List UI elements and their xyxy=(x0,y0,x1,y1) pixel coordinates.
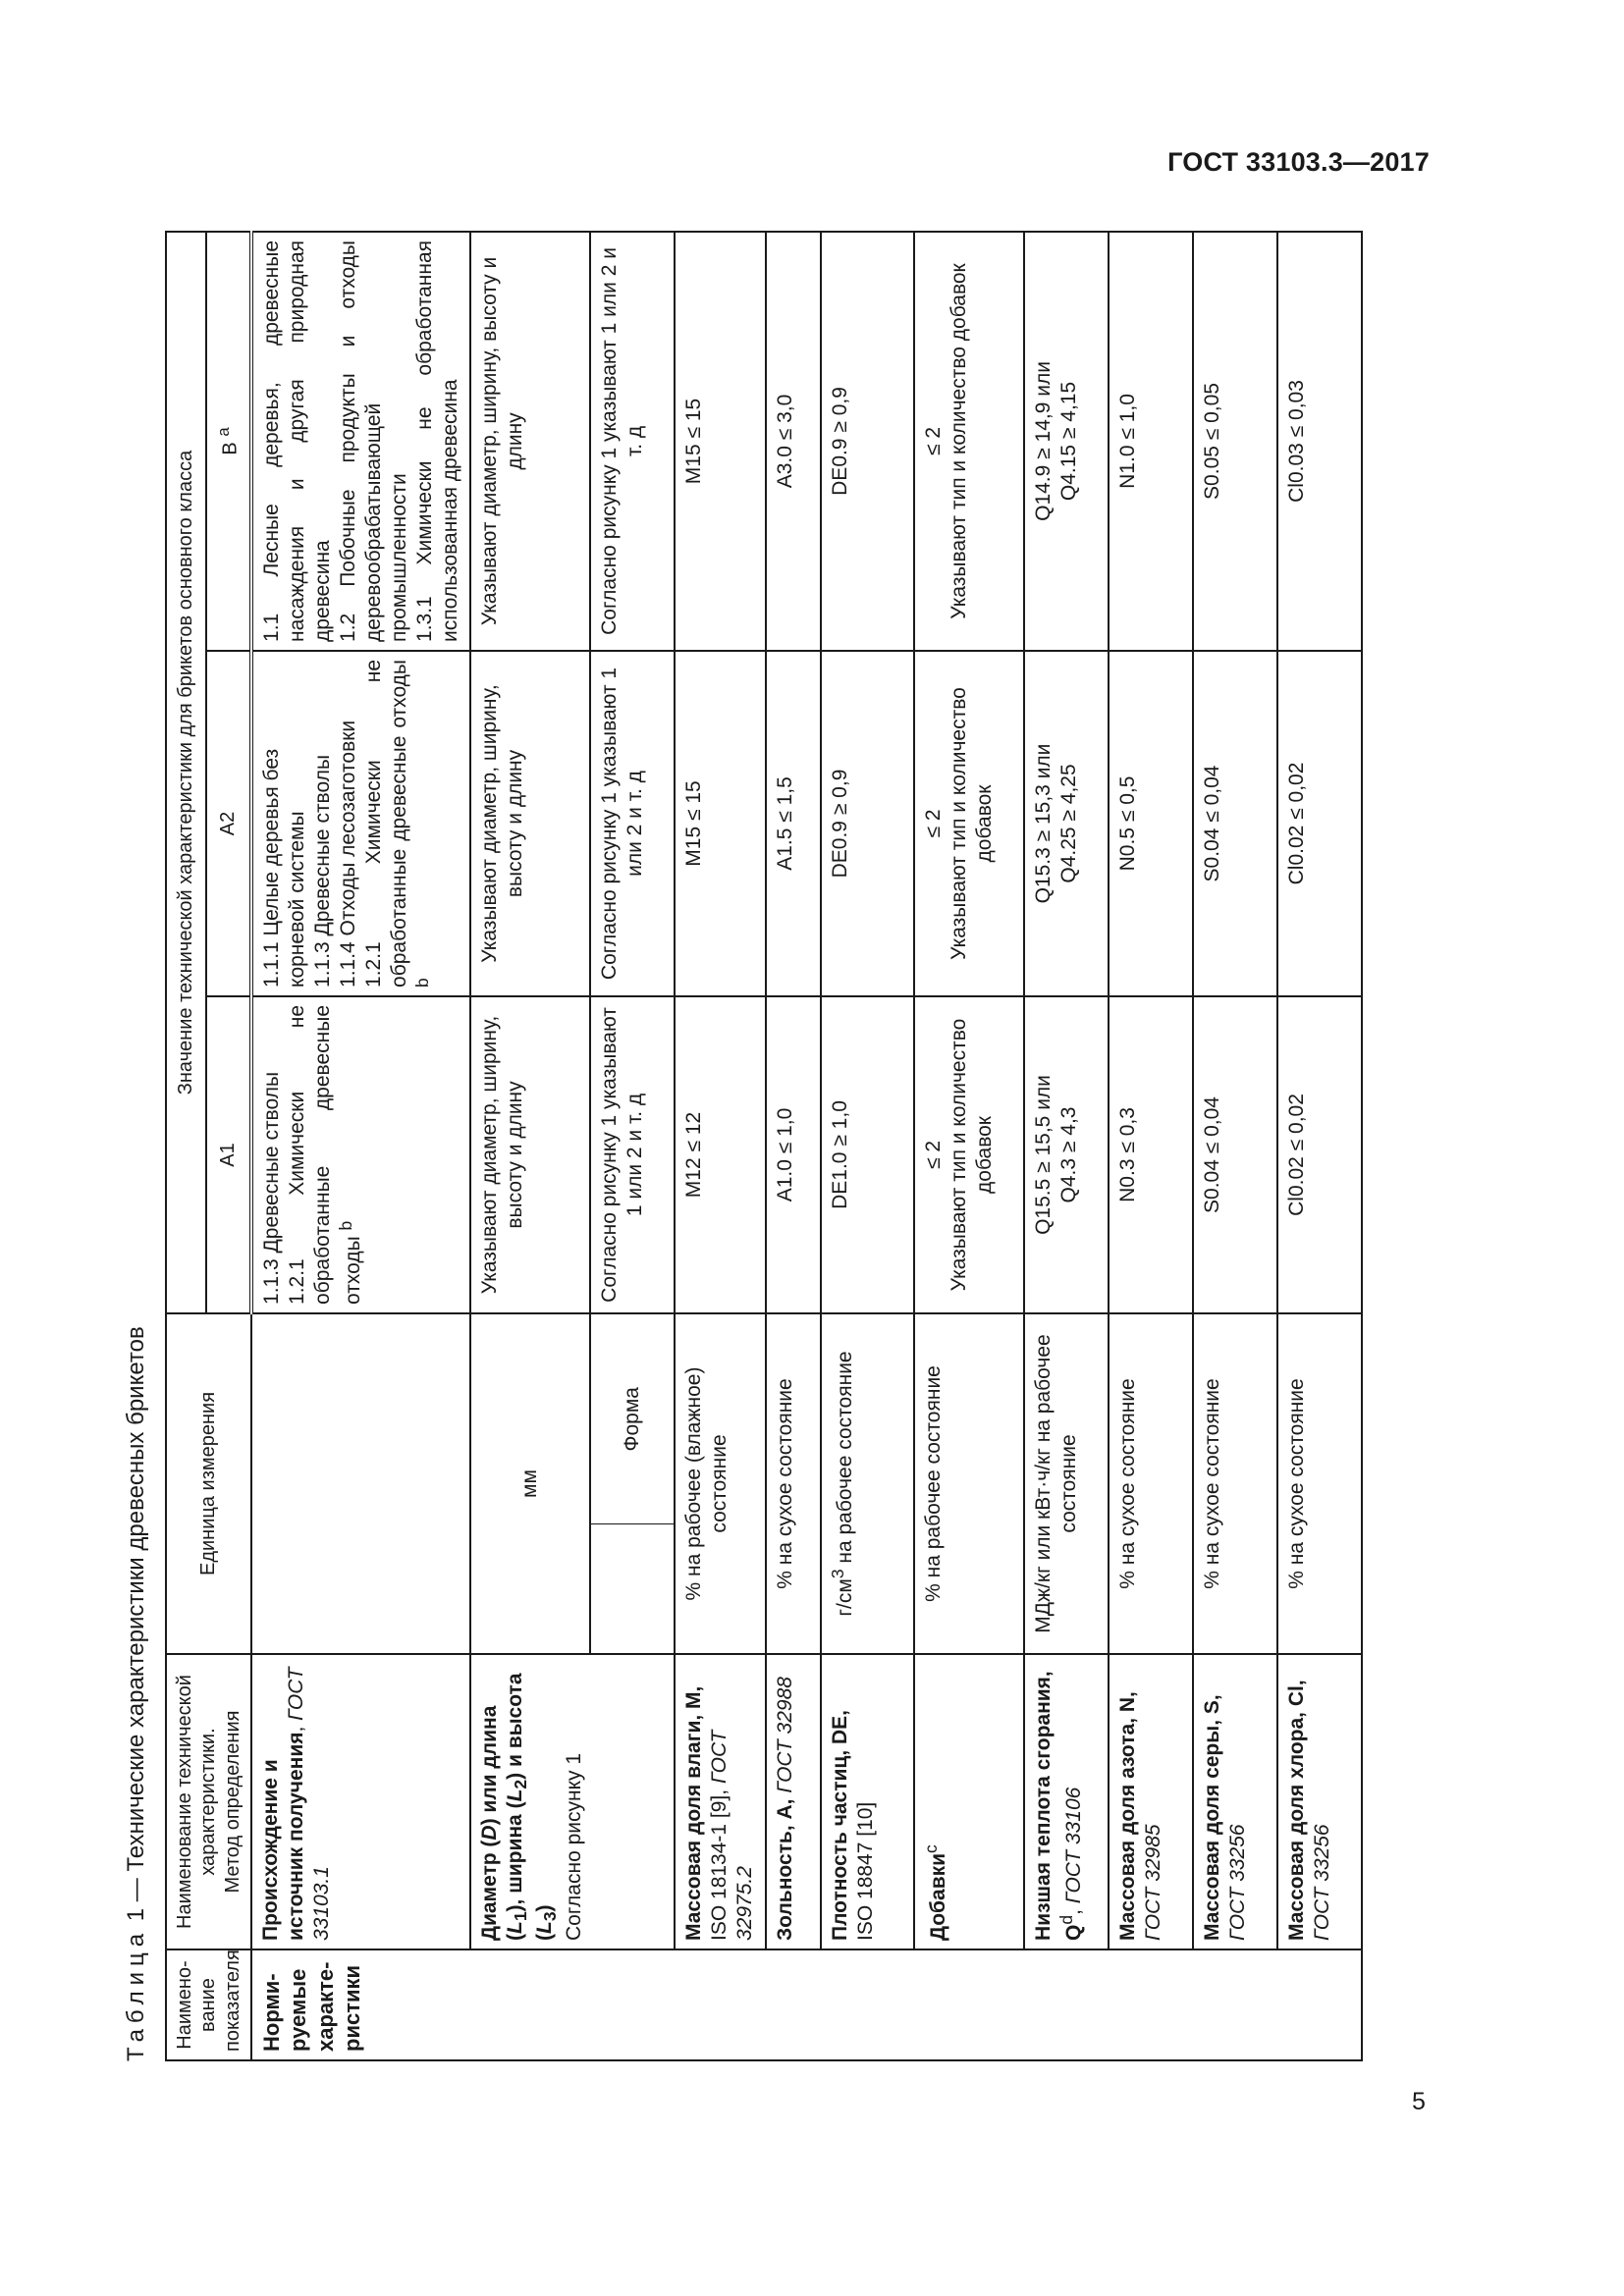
row-a1: N0.3 ≤ 0,3 xyxy=(1109,996,1193,1313)
row-name xyxy=(1193,1654,1277,1949)
table-row xyxy=(1109,232,1193,2060)
row-name-symbol xyxy=(1062,1925,1085,1941)
row-name: Низшая теплота сгорания, $Q^d$, ГОСТ 33106 xyxy=(1024,1654,1109,1949)
dim-text: ) и высота ( xyxy=(504,1673,557,1941)
row-b: M15 ≤ 15 xyxy=(675,232,765,651)
row-a2 xyxy=(251,651,470,996)
a1-line: Q4.3 ≥ 4,3 xyxy=(1056,1106,1080,1203)
row-a2: N0.5 ≤ 0,5 xyxy=(1109,651,1193,996)
row-unit: Форма xyxy=(590,1313,675,1524)
row-method: ГОСТ 32975.2 xyxy=(708,1730,757,1941)
table-row xyxy=(251,232,470,2060)
dim-text: ) или длина ( xyxy=(478,1705,527,1941)
dim-sub: 1 xyxy=(511,1911,531,1922)
a1-line: Q15.5 ≥ 15,5 или xyxy=(1031,1075,1055,1235)
table-row xyxy=(1024,232,1109,2060)
caption-label: Таблица xyxy=(123,1927,149,2061)
row-unit: МДж/кг или кВт·ч/кг на рабочее состояние xyxy=(1024,1313,1109,1654)
row-a1: Указывают диаметр, ширину, высоту и длину xyxy=(470,996,590,1313)
row-a2: DE0.9 ≥ 0,9 xyxy=(821,651,914,996)
row-a2 xyxy=(1024,651,1109,996)
table-row xyxy=(821,232,914,2060)
row-method: Согласно рисунку 1 xyxy=(563,1752,586,1941)
row-name-text xyxy=(478,1673,561,1941)
header-row-1 xyxy=(166,232,206,2060)
table-row xyxy=(675,232,765,2060)
a2-line: Q4.25 ≥ 4,25 xyxy=(1056,764,1080,883)
row-b: S0.05 ≤ 0,05 xyxy=(1193,232,1277,651)
row-a2: M15 ≤ 15 xyxy=(675,651,765,996)
header-char-line3: Метод определения xyxy=(221,1710,244,1894)
row-method: ГОСТ 32985 xyxy=(1141,1824,1164,1941)
caption-title: — Технические характеристики древесных брикетов xyxy=(123,1326,149,1902)
row-b xyxy=(914,232,1024,651)
dim-symbol: L xyxy=(504,1789,527,1802)
row-a1: S0.04 ≤ 0,04 xyxy=(1193,996,1277,1313)
row-b: DE0.9 ≥ 0,9 xyxy=(821,232,914,651)
a1-line: Указывают тип и количество добавок xyxy=(947,1018,996,1292)
row-unit xyxy=(251,1313,470,1654)
row-method-plain: ISO 18847 [10] xyxy=(853,1801,877,1941)
dim-symbol: L xyxy=(533,1921,557,1934)
row-method: ГОСТ 32988 xyxy=(773,1677,796,1793)
a1-line-text: 1.2.1 Химически не обработанные древесные отходы xyxy=(286,1004,365,1305)
row-a1 xyxy=(1024,996,1109,1313)
row-method: ГОСТ 33103.1 xyxy=(285,1667,334,1941)
row-a2: Указывают диаметр, ширину, высоту и длину xyxy=(470,651,590,996)
row-name-text: Плотность частиц, DE, xyxy=(828,1709,851,1941)
row-name xyxy=(766,1654,821,1949)
a1-line: 1.1.3 Древесные стволы xyxy=(260,1071,284,1305)
a2-line: ≤ 2 xyxy=(921,809,945,838)
b-line: 1.3.1 Химически не обработанная использованная древесина xyxy=(413,240,462,642)
unit-text: на рабочее состояние xyxy=(833,1351,856,1570)
header-class-values: Значение технической характеристики для брикетов основного класса xyxy=(166,232,206,1313)
header-group: Наимено-вание показателя xyxy=(166,1949,251,2060)
row-method: ГОСТ 33256 xyxy=(1225,1824,1249,1941)
row-name-text: Массовая доля азота, N, xyxy=(1115,1691,1139,1941)
standard-code: ГОСТ 33103.3—2017 xyxy=(1167,147,1430,177)
dim-sub: 3 xyxy=(540,1911,561,1922)
a2-line xyxy=(361,660,443,988)
dim-text: ) xyxy=(533,1904,557,1912)
row-name xyxy=(1109,1654,1193,1949)
dim-text: Диаметр ( xyxy=(478,1840,502,1941)
b-line: Q4.15 ≥ 4,15 xyxy=(1056,381,1080,502)
row-a1 xyxy=(251,996,470,1313)
table-caption xyxy=(109,1326,164,2061)
row-b: N1.0 ≤ 1,0 xyxy=(1109,232,1193,651)
row-b: A3.0 ≤ 3,0 xyxy=(766,232,821,651)
header-a1: A1 xyxy=(206,996,252,1313)
header-b-text: B xyxy=(219,442,242,455)
row-b: Указывают диаметр, ширину, высоту и длину xyxy=(470,232,590,651)
row-a1: DE1.0 ≥ 1,0 xyxy=(821,996,914,1313)
table-row xyxy=(766,232,821,2060)
row-name xyxy=(821,1654,914,1949)
row-name-text: Добавки xyxy=(926,1852,949,1941)
row-unit: мм xyxy=(470,1313,590,1654)
row-a1: Cl0.02 ≤ 0,02 xyxy=(1277,996,1362,1313)
table-row xyxy=(1277,232,1362,2060)
row-unit: % на сухое состояние xyxy=(1277,1313,1362,1654)
header-characteristic xyxy=(166,1654,251,1949)
dim-symbol: L xyxy=(504,1921,527,1934)
header-a2: A2 xyxy=(206,651,252,996)
header-b-sup: a xyxy=(213,427,233,437)
b-line: Указывают тип и количество добавок xyxy=(947,263,970,619)
q-symbol: Q xyxy=(1061,1924,1085,1941)
table-row xyxy=(914,232,1024,2060)
dim-text: ), ширина ( xyxy=(504,1801,527,1912)
row-name: Происхождение и источник получения, ГОСТ 33103.1 xyxy=(251,1654,470,1949)
row-unit: % на сухое состояние xyxy=(766,1313,821,1654)
characteristics-table xyxy=(165,231,1363,2061)
header-unit: Единица измерения xyxy=(166,1313,251,1654)
row-a2: A1.5 ≤ 1,5 xyxy=(766,651,821,996)
row-name xyxy=(675,1654,765,1949)
header-b xyxy=(206,232,252,651)
row-a1: A1.0 ≤ 1,0 xyxy=(766,996,821,1313)
dim-symbol: D xyxy=(478,1825,502,1841)
row-a2: Согласно рисунку 1 указывают 1 или 2 и т. д xyxy=(590,651,675,996)
a1-line: ≤ 2 xyxy=(921,1140,945,1170)
row-name xyxy=(1277,1654,1362,1949)
row-a2: Cl0.02 ≤ 0,02 xyxy=(1277,651,1362,996)
a2-line: 1.1.4 Отходы лесозаготовки xyxy=(337,720,360,988)
b-line: ≤ 2 xyxy=(921,426,945,455)
row-unit xyxy=(821,1313,914,1654)
a2-line: Указывают тип и количество добавок xyxy=(947,687,996,960)
row-name-text: Низшая теплота сгорания, xyxy=(1031,1671,1055,1941)
group-label: Норми-руемые характе-ристики xyxy=(251,1949,1361,2060)
row-unit-empty xyxy=(590,1524,675,1654)
row-b: Согласно рисунку 1 указывают 1 или 2 и т. д xyxy=(590,232,675,651)
row-unit: % на рабочее (влажное) состояние xyxy=(675,1313,765,1654)
row-name-text: Массовая доля влаги, M, xyxy=(682,1685,706,1941)
row-name-text: Массовая доля хлора, Cl, xyxy=(1284,1680,1308,1941)
row-b: Cl0.03 ≤ 0,03 xyxy=(1277,232,1362,651)
caption-number: 1 xyxy=(123,1907,149,1922)
row-name xyxy=(914,1654,1024,1949)
row-name-text: Происхождение и источник получения xyxy=(259,1732,308,1941)
a2-sup: b xyxy=(412,978,433,988)
row-method-plain: ISO 18134-1 [9], xyxy=(708,1789,731,1941)
header-char-line2: характеристики. xyxy=(197,1728,220,1876)
table-row xyxy=(470,232,590,2060)
unit-text: г/см xyxy=(833,1578,856,1617)
row-name-text: Зольность, А, xyxy=(773,1798,796,1941)
row-unit: % на рабочее состояние xyxy=(914,1313,1024,1654)
dim-sub: 2 xyxy=(511,1779,531,1789)
a2-line: Q15.3 ≥ 15,3 или xyxy=(1031,743,1055,904)
row-unit: % на сухое состояние xyxy=(1109,1313,1193,1654)
row-a2 xyxy=(914,651,1024,996)
row-b xyxy=(1024,232,1109,651)
b-line: 1.1 Лесные деревья, древесные насаждения и другая природная древесина xyxy=(260,240,335,642)
rotated-table-block xyxy=(109,233,1444,2061)
row-a1: Согласно рисунку 1 указывают 1 или 2 и т. д xyxy=(590,996,675,1313)
row-name xyxy=(470,1654,675,1949)
b-line: Q14.9 ≥ 14,9 или xyxy=(1031,361,1055,521)
row-unit: % на сухое состояние xyxy=(1193,1313,1277,1654)
page-number: 5 xyxy=(1412,2088,1426,2115)
row-a1 xyxy=(914,996,1024,1313)
a2-line: 1.1.3 Древесные стволы xyxy=(311,754,335,988)
row-b xyxy=(251,232,470,651)
row-name-text: Массовая доля серы, S, xyxy=(1200,1694,1223,1941)
row-method: ГОСТ 33106 xyxy=(1061,1787,1085,1904)
a2-line: 1.1.1 Целые деревья без корневой системы xyxy=(260,748,309,988)
table-row xyxy=(1193,232,1277,2060)
a1-sup: b xyxy=(336,1220,356,1231)
b-line: 1.2 Побочные продукты и отходы деревообрабатывающей промышленности xyxy=(337,240,411,642)
row-a1: M12 ≤ 12 xyxy=(675,996,765,1313)
row-name-sup: d xyxy=(1056,1914,1076,1925)
unit-sup: 3 xyxy=(827,1569,847,1579)
a2-line-text: 1.2.1 Химически не обработанные древесные отходы xyxy=(362,659,411,988)
row-name-sup: c xyxy=(920,1844,941,1853)
header-char-line1: Наименование технической xyxy=(174,1675,195,1929)
row-method: ГОСТ 33256 xyxy=(1310,1824,1333,1941)
row-a2: S0.04 ≤ 0,04 xyxy=(1193,651,1277,996)
a1-line xyxy=(285,1005,366,1305)
